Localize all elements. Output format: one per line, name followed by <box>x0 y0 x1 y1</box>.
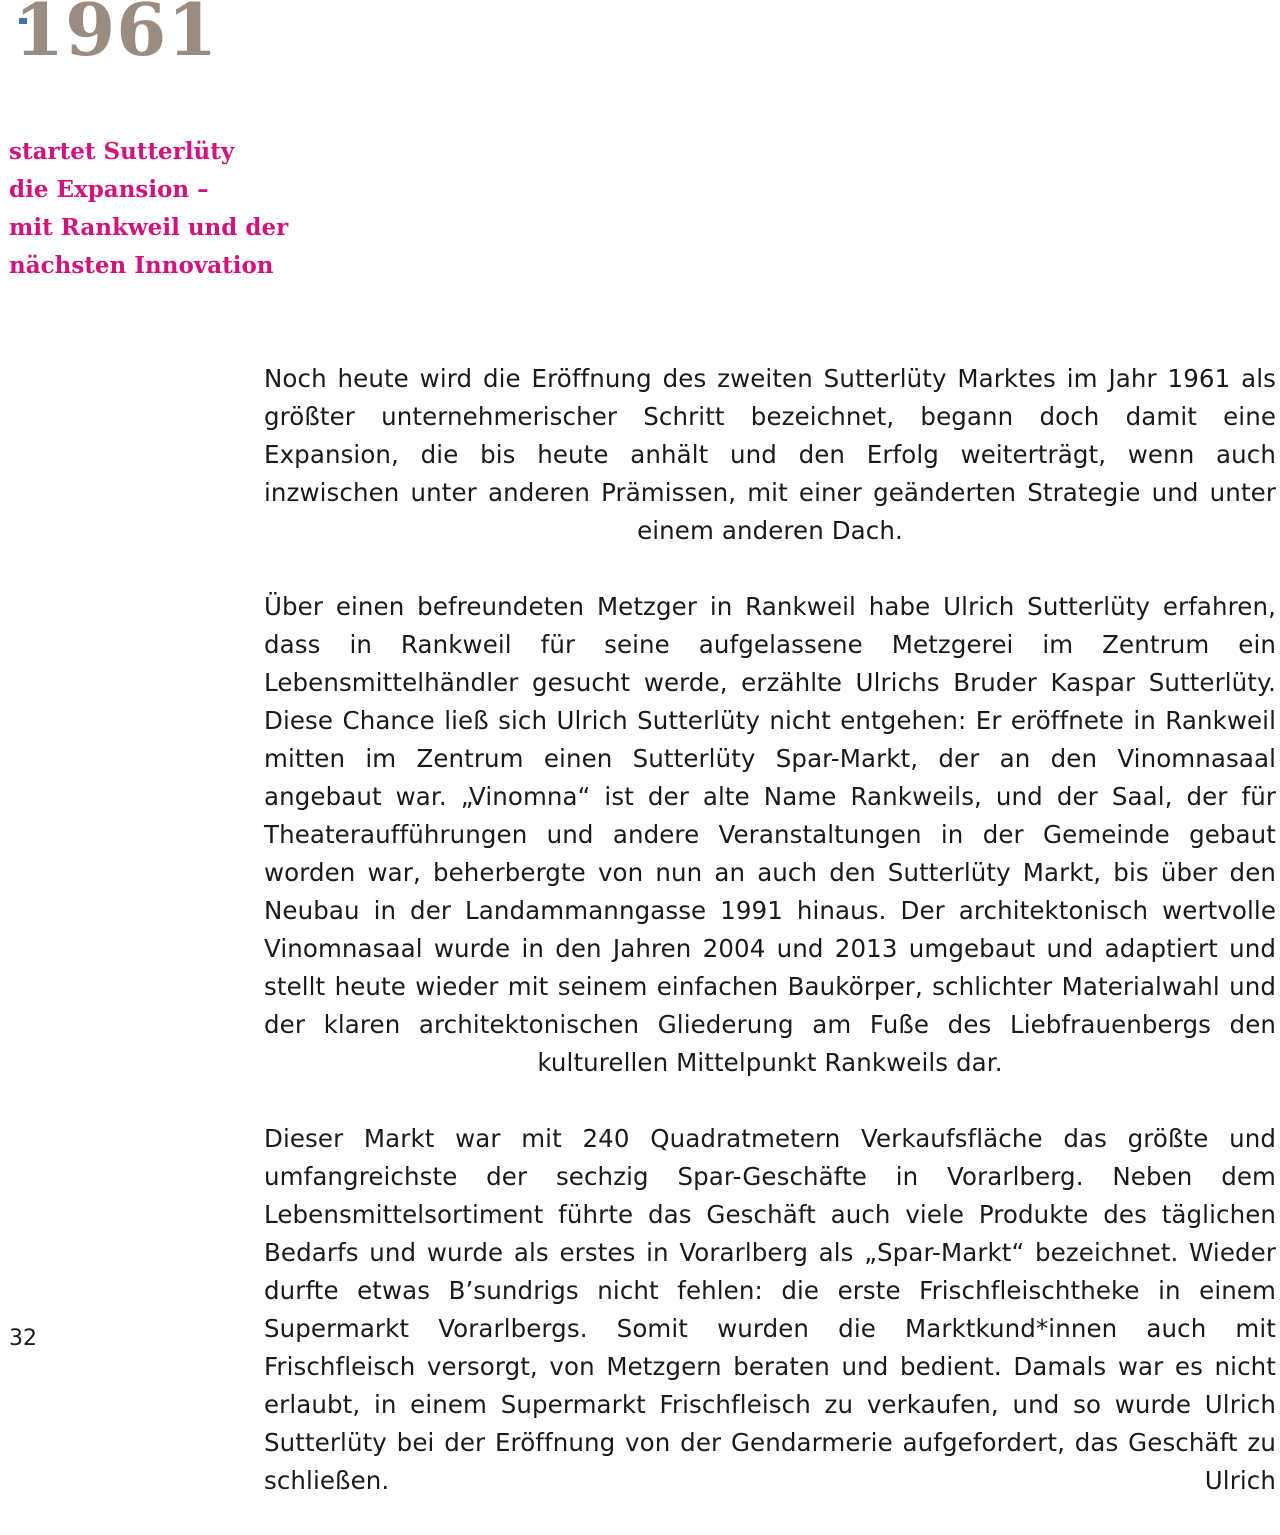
page-number: 32 <box>9 1326 37 1351</box>
chapter-year: 1961 <box>14 0 219 72</box>
body-text <box>264 360 1276 1500</box>
chapter-subtitle <box>9 133 339 285</box>
subtitle-line: startet Sutterlüty <box>9 138 235 165</box>
subtitle-line: die Expansion – <box>9 176 209 203</box>
subtitle-line: mit Rankweil und der <box>9 214 289 241</box>
paragraph: Dieser Markt war mit 240 Quadratmetern Verkaufsfläche das größte und umfangreichste der sechzig Spar-Geschäfte in Vorarlberg. Neben dem Lebensmittelsortiment führte das Geschäft auch viele Produkte des täglichen Bedarfs und wurde als erstes in Vorarlberg als „Spar-Markt“ bezeichnet. Wieder durfte etwas B’sundrigs nicht fehlen: die erste Frischfleischtheke in einem Supermarkt Vorarlbergs. Somit wurden die Marktkund*innen auch mit Frischfleisch versorgt, von Metzgern beraten und bedient. Damals war es nicht erlaubt, in einem Supermarkt Frischfleisch zu verkaufen, und so wurde Ulrich Sutterlüty bei der Eröffnung von der Gendarmerie aufgefordert, das Geschäft zu schließen. Ulrich <box>264 1124 1276 1495</box>
paragraph: Noch heute wird die Eröffnung des zweiten Sutterlüty Marktes im Jahr 1961 als größter unternehmerischer Schritt bezeichnet, begann doch damit eine Expansion, die bis heute anhält und den Erfolg weiterträgt, wenn auch inzwischen unter anderen Prämissen, mit einer geänderten Strategie und unter einem anderen Dach. <box>264 364 1276 545</box>
subtitle-line: nächsten Innovation <box>9 252 274 279</box>
paragraph: Über einen befreundeten Metzger in Rankweil habe Ulrich Sutterlüty erfahren, dass in Rankweil für seine aufgelassene Metzgerei im Zentrum ein Lebensmittelhändler gesucht werde, erzählte Ulrichs Bruder Kaspar Sutterlüty. Diese Chance ließ sich Ulrich Sutterlüty nicht entgehen: Er eröffnete in Rankweil mitten im Zentrum einen Sutterlüty Spar-Markt, der an den Vinomnasaal angebaut war. „Vinomna“ ist der alte Name Rankweils, und der Saal, der für Theateraufführungen und andere Veranstaltungen in der Gemeinde gebaut worden war, beherbergte von nun an auch den Sutterlüty Markt, bis über den Neubau in der Landammanngasse 1991 hinaus. Der architektonisch wertvolle Vinomnasaal wurde in den Jahren 2004 und 2013 umgebaut und adaptiert und stellt heute wieder mit seinem einfachen Baukörper, schlichter Materialwahl und der klaren architektonischen Gliederung am Fuße des Liebfrauenbergs den kulturellen Mittelpunkt Rankweils dar. <box>264 592 1276 1077</box>
